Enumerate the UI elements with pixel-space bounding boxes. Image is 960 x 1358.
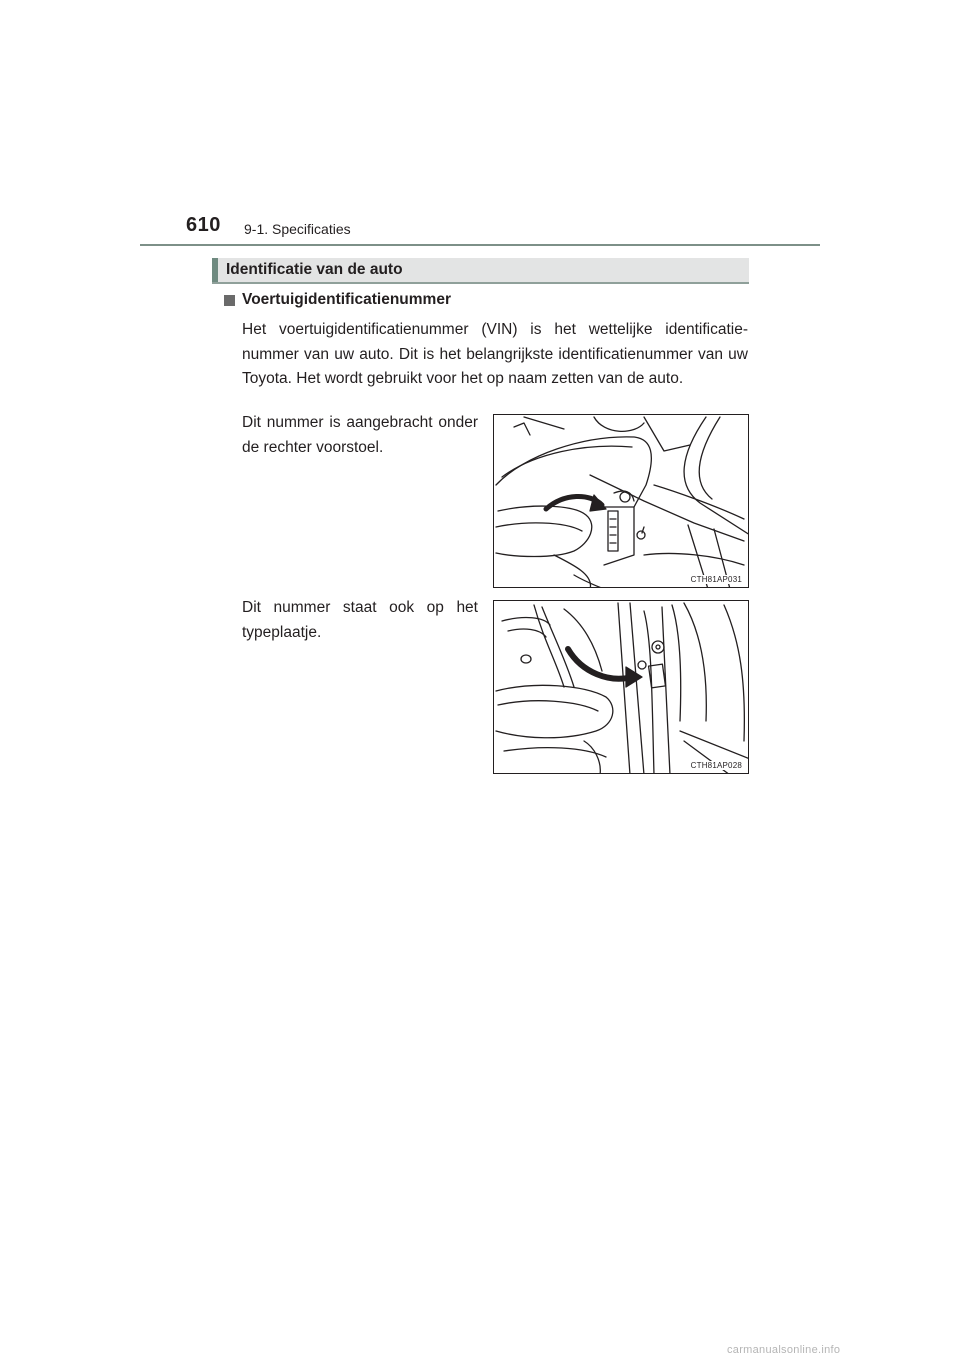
subsection-heading: [224, 291, 451, 309]
footer-watermark[interactable]: carmanualsonline.info: [727, 1344, 841, 1356]
square-bullet-icon: [224, 295, 235, 306]
section-accent: [212, 258, 218, 282]
header-divider: [140, 244, 820, 246]
figure-1-code: CTH81AP031: [690, 575, 742, 584]
section-title: Identificatie van de auto: [226, 261, 403, 278]
figure-2-caption: Dit nummer staat ook op het typeplaatje.: [242, 599, 478, 641]
page-number: 610: [186, 214, 221, 236]
figure-1-caption: Dit nummer is aangebracht onder de rechter voorstoel.: [242, 414, 478, 456]
vin-description: Het voertuigidentificatienummer (VIN) is het wettelijke identificatie-nummer van uw auto. Dit is het belangrijkste identificatienummer van uw Toyota. Het wordt gebruikt voor het op naam zetten van de auto.: [242, 321, 748, 387]
subsection-title: Voertuigidentificatienummer: [242, 291, 451, 308]
section-heading-bar: [212, 258, 749, 284]
figure-2-code: CTH81AP028: [690, 761, 742, 770]
chapter-title: 9-1. Specificaties: [244, 221, 351, 237]
door-pillar-plate-illustration: [493, 600, 749, 774]
seat-floor-vin-illustration: [493, 414, 749, 588]
